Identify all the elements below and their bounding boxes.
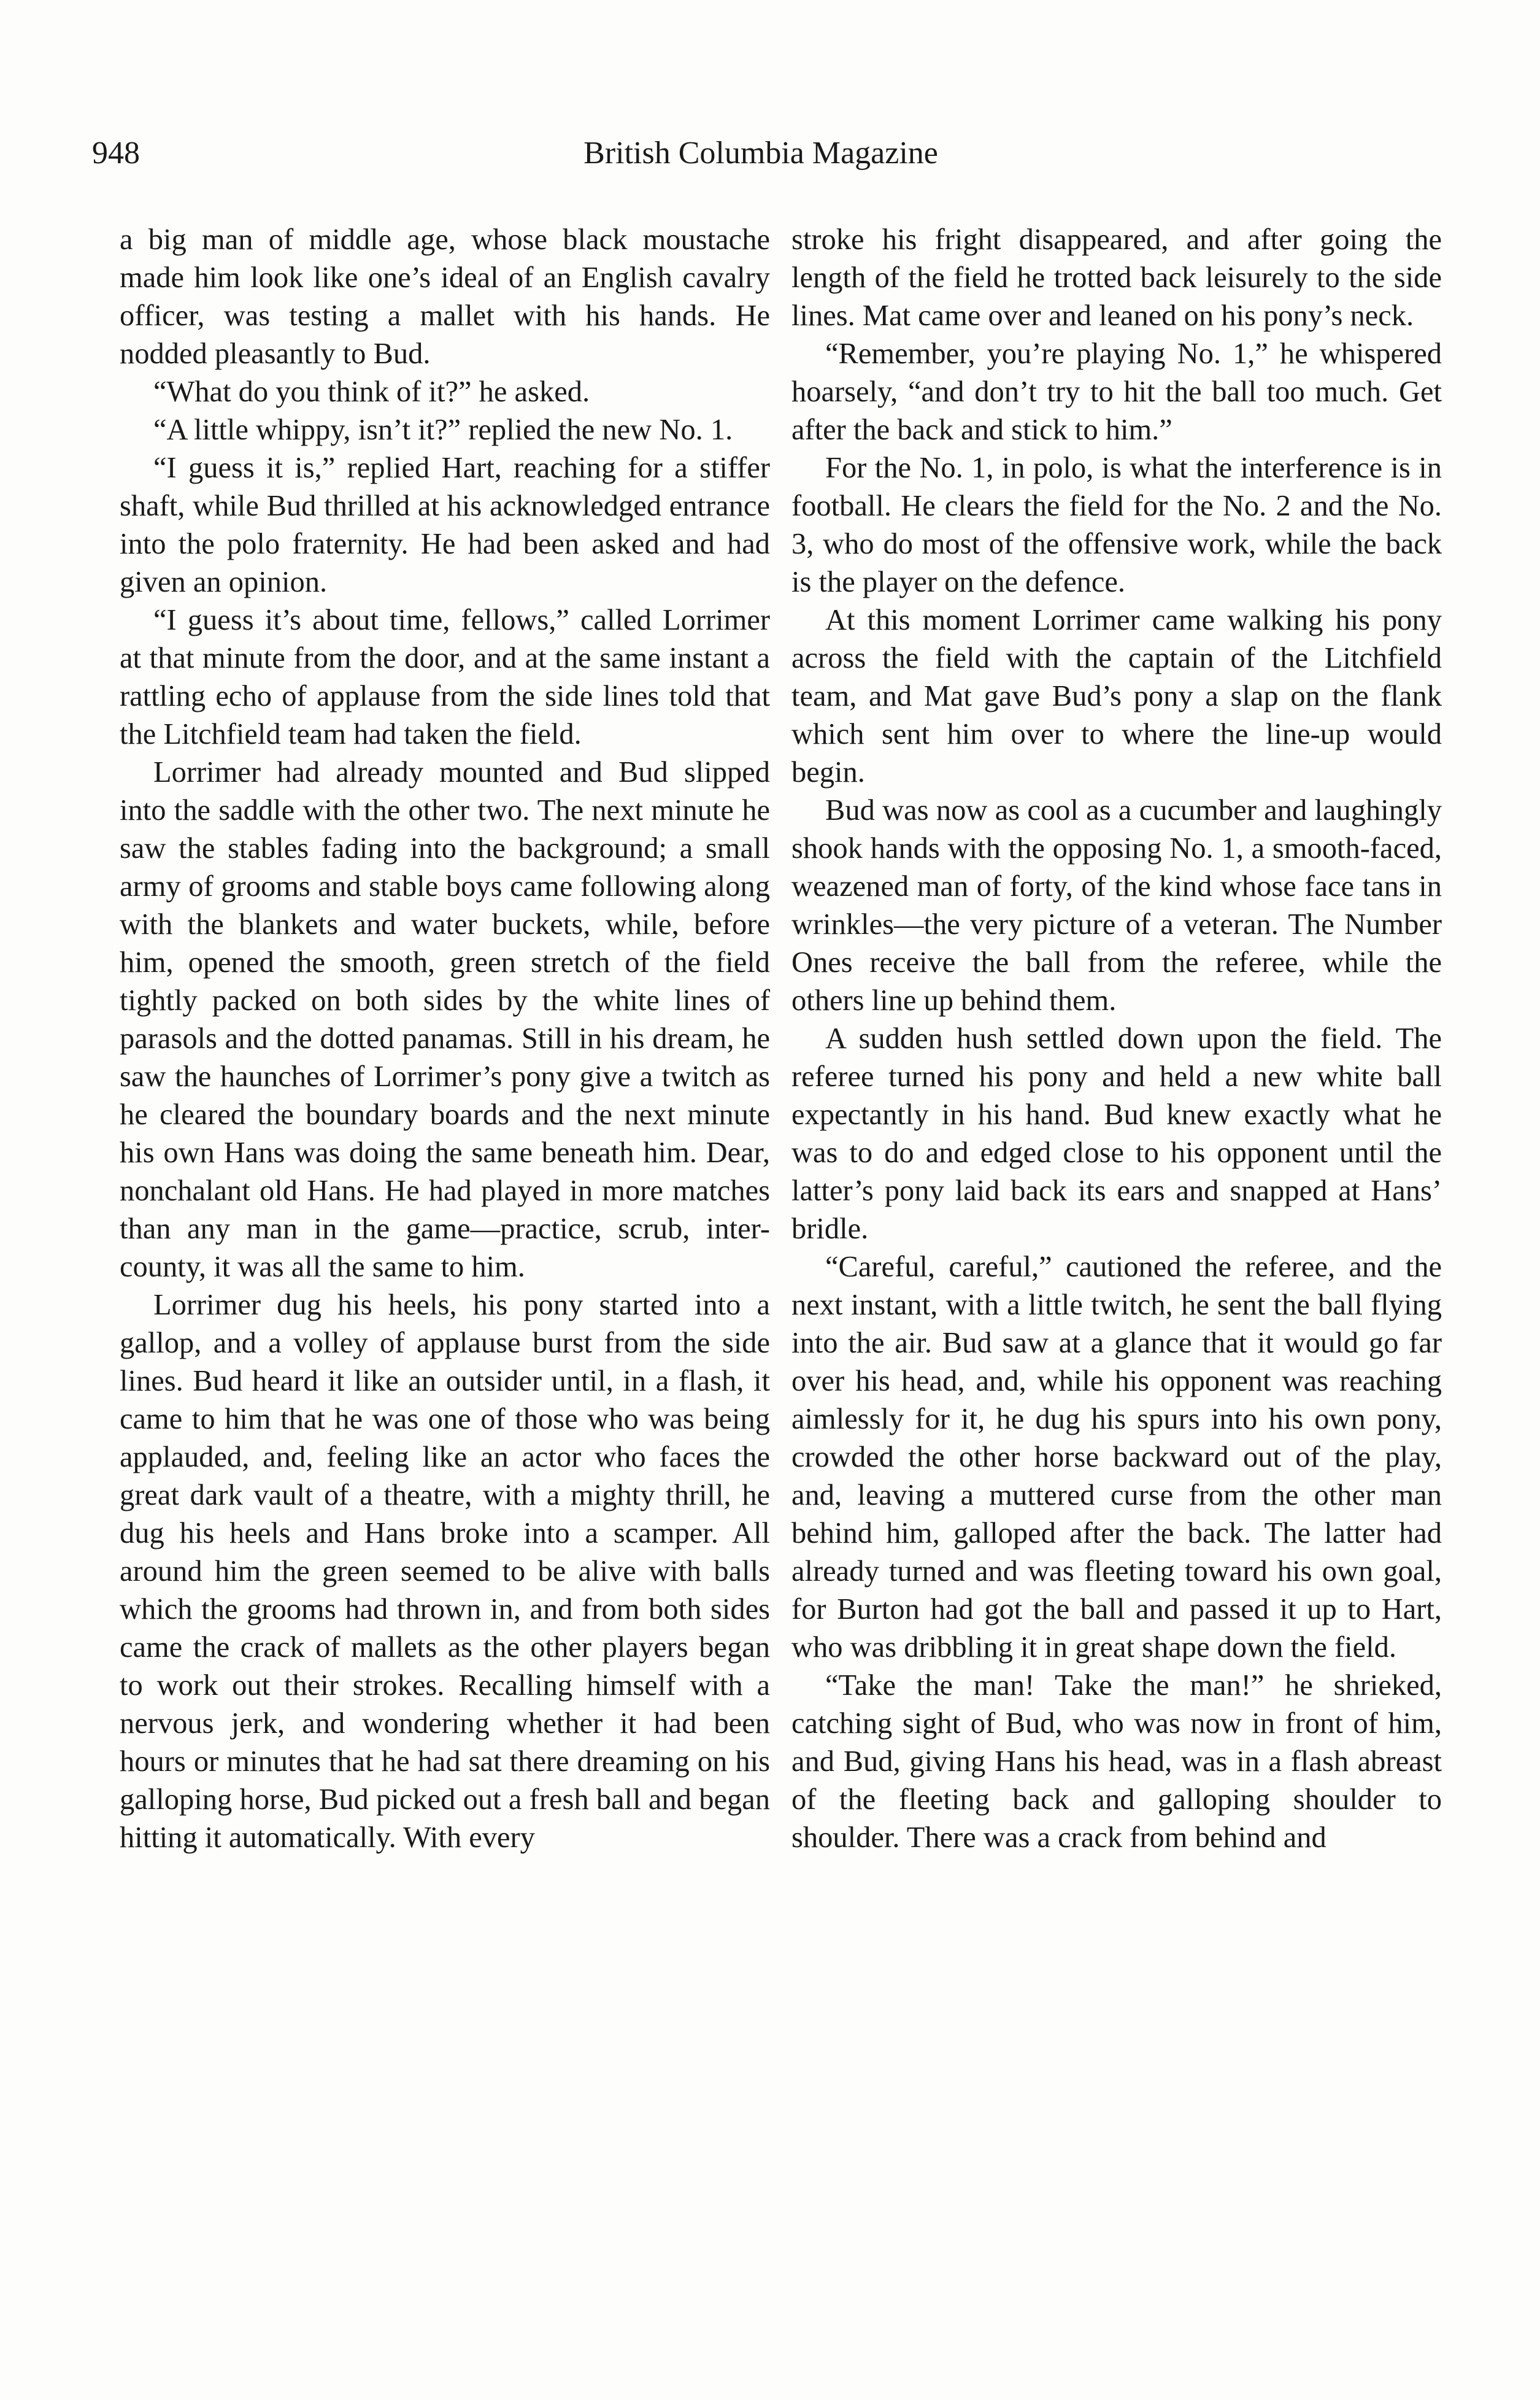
right-column [791, 221, 1442, 1857]
paragraph: Lorrimer had already mounted and Bud slipped into the saddle with the other two. The next minute he saw the stables fading into the background; a small army of grooms and stable boys came following along with the blankets and water buckets, while, before him, opened the smooth, green stretch of the field tightly packed on both sides by the white lines of parasols and the dotted panamas. Still in his dream, he saw the haunches of Lorrimer’s pony give a twitch as he cleared the boundary boards and the next minute his own Hans was doing the same beneath him. Dear, nonchalant old Hans. He had played in more matches than any man in the game—practice, scrub, inter-county, it was all the same to him. [120, 756, 770, 1283]
paragraph: A sudden hush settled down upon the field. The referee turned his pony and held a new white ball expectantly in his hand. Bud knew exactly what he was to do and edged close to his opponent until the latter’s pony laid back its ears and snapped at Hans’ bridle. [791, 1022, 1442, 1245]
paragraph: Bud was now as cool as a cucumber and laughingly shook hands with the opposing No. 1, a smooth-faced, weazened man of forty, of the kind whose face tans in wrinkles—the very picture of a veteran. The Number Ones receive the ball from the referee, while the others line up behind them. [791, 794, 1442, 1017]
paragraph: Lorrimer dug his heels, his pony started into a gallop, and a volley of applause burst from the side lines. Bud heard it like an outsider until, in a flash, it came to him that he was one of those who was being applauded, and, feeling like an actor who faces the great dark vault of a theatre, with a mighty thrill, he dug his heels and Hans broke into a scamper. All around him the green seemed to be alive with balls which the grooms had thrown in, and from both sides came the crack of mallets as the other players began to work out their strokes. Recalling himself with a nervous jerk, and wondering whether it had been hours or minutes that he had sat there dreaming on his galloping horse, Bud picked out a fresh ball and began hitting it automatically. With every [120, 1289, 770, 1854]
page-number: 948 [92, 136, 140, 171]
paragraph: stroke his fright disappeared, and after going the length of the field he trotted back leisurely to the side lines. Mat came over and leaned on his pony’s neck. [791, 223, 1442, 332]
paragraph: “I guess it’s about time, fellows,” called Lorrimer at that minute from the door, and at the same instant a rattling echo of applause from the side lines told that the Litchfield team had taken the field. [120, 604, 770, 750]
paragraph: “I guess it is,” replied Hart, reaching for a stiffer shaft, while Bud thrilled at his acknowledged entrance into the polo fraternity. He had been asked and had given an opinion. [120, 452, 770, 598]
paragraph: At this moment Lorrimer came walking his pony across the field with the captain of the Litchfield team, and Mat gave Bud’s pony a slap on the flank which sent him over to where the line-up would begin. [791, 604, 1442, 789]
paragraph: For the No. 1, in polo, is what the interference is in football. He clears the field for the No. 2 and the No. 3, who do most of the offensive work, while the back is the player on the defence. [791, 452, 1442, 598]
paragraph: “Take the man! Take the man!” he shrieked, catching sight of Bud, who was now in front of him, and Bud, giving Hans his head, was in a flash abreast of the fleeting back and galloping shoulder to shoulder. There was a crack from behind and [791, 1669, 1442, 1854]
running-title: British Columbia Magazine [583, 136, 938, 171]
paragraph: a big man of middle age, whose black moustache made him look like one’s ideal of an English cavalry officer, was testing a mallet with his hands. He nodded pleasantly to Bud. [120, 223, 770, 370]
paragraph: “Remember, you’re playing No. 1,” he whispered hoarsely, “and don’t try to hit the ball too much. Get after the back and stick to him.” [791, 338, 1442, 446]
paragraph: “Careful, careful,” cautioned the referee, and the next instant, with a little twitch, he sent the ball flying into the air. Bud saw at a glance that it would go far over his head, and, while his opponent was reaching aimlessly for it, he dug his spurs into his own pony, crowded the other horse backward out of the play, and, leaving a muttered curse from the other man behind him, galloped after the back. The latter had already turned and was fleeting toward his own goal, for Burton had got the ball and passed it up to Hart, who was dribbling it in great shape down the field. [791, 1251, 1442, 1664]
paragraph: “What do you think of it?” he asked. [153, 376, 590, 408]
page-header [92, 132, 1430, 181]
paragraph: “A little whippy, isn’t it?” replied the new No. 1. [153, 414, 733, 446]
left-column [120, 221, 770, 1857]
